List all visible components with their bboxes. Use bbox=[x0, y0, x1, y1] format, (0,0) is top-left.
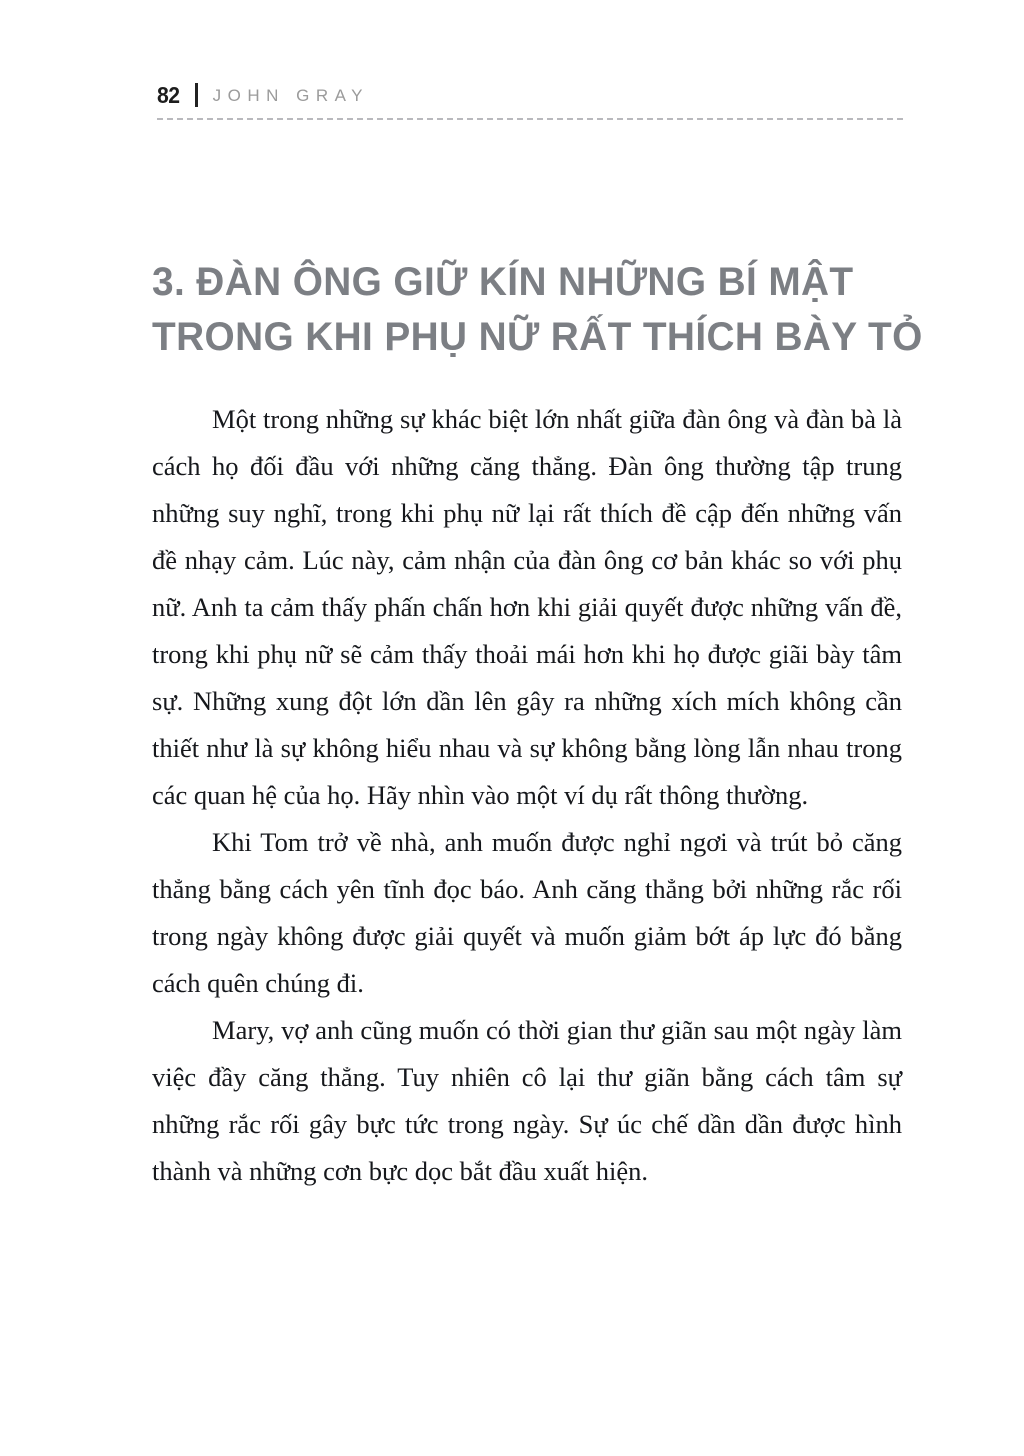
running-header bbox=[157, 78, 903, 112]
body-text bbox=[152, 396, 902, 1195]
paragraph: Mary, vợ anh cũng muốn có thời gian thư giãn sau một ngày làm việc đầy căng thẳng. Tuy nhiên cô lại thư giãn bằng cách tâm sự những rắc rối gây bực tức trong ngày. Sự úc chế dần dần được hình thành và những cơn bực dọc bắt đầu xuất hiện. bbox=[152, 1015, 902, 1186]
paragraph: Khi Tom trở về nhà, anh muốn được nghỉ ngơi và trút bỏ căng thẳng bằng cách yên tĩnh đọc báo. Anh căng thẳng bởi những rắc rối trong ngày không được giải quyết và muốn giảm bớt áp lực đó bằng cách quên chúng đi. bbox=[152, 827, 902, 998]
header-rule bbox=[157, 118, 903, 120]
chapter-title-line-2: TRONG KHI PHỤ NỮ RẤT THÍCH BÀY TỎ bbox=[152, 314, 923, 359]
header-divider-icon bbox=[195, 83, 198, 107]
author-name: JOHN GRAY bbox=[212, 85, 370, 105]
chapter-title-line-1: 3. ĐÀN ÔNG GIỮ KÍN NHỮNG BÍ MẬT bbox=[152, 259, 854, 304]
page-number: 82 bbox=[157, 81, 180, 108]
paragraph: Một trong những sự khác biệt lớn nhất giữa đàn ông và đàn bà là cách họ đối đầu với những căng thẳng. Đàn ông thường tập trung những suy nghĩ, trong khi phụ nữ lại rất thích đề cập đến những vấn đề nhạy cảm. Lúc này, cảm nhận của đàn ông cơ bản khác so với phụ nữ. Anh ta cảm thấy phấn chấn hơn khi giải quyết được những vấn đề, trong khi phụ nữ sẽ cảm thấy thoải mái hơn khi họ được giãi bày tâm sự. Những xung đột lớn dần lên gây ra những xích mích không cần thiết như là sự không hiểu nhau và sự không bằng lòng lẫn nhau trong các quan hệ của họ. Hãy nhìn vào một ví dụ rất thông thường. bbox=[152, 404, 902, 810]
chapter-title bbox=[152, 255, 923, 365]
